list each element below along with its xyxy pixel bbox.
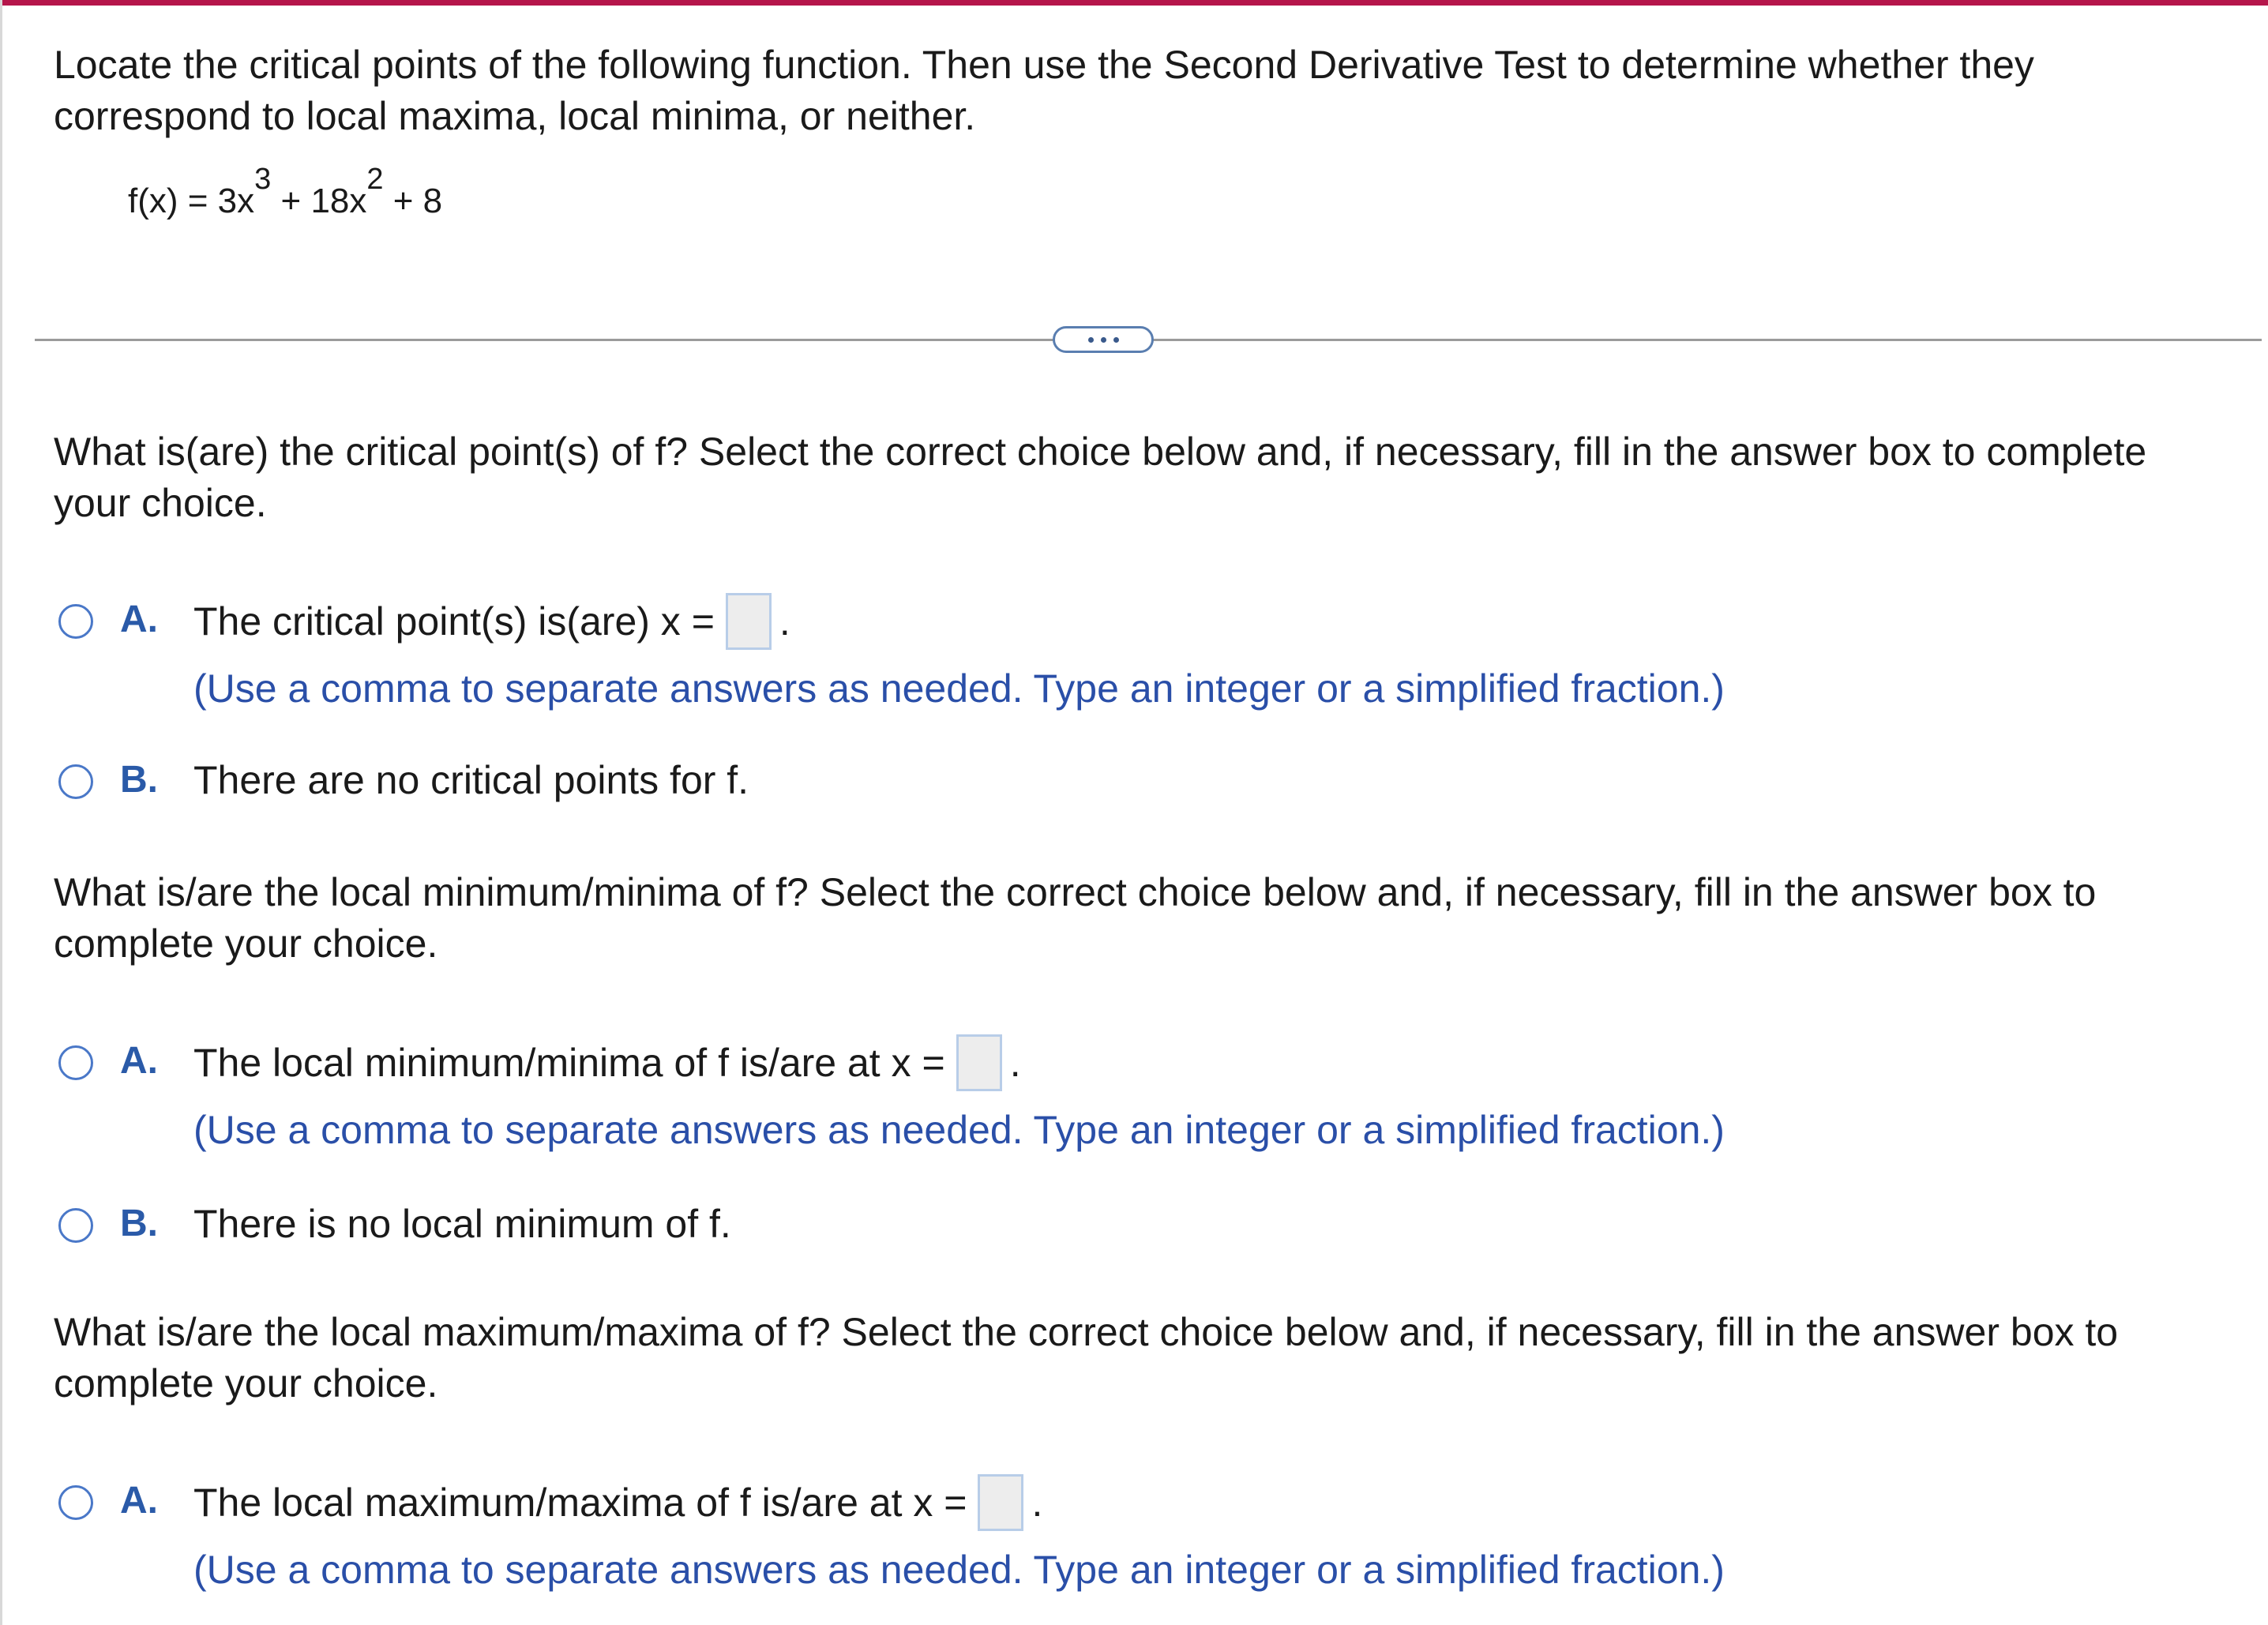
left-border xyxy=(0,0,2,1625)
top-accent-bar xyxy=(0,0,2268,6)
choice-a-suffix: . xyxy=(779,599,790,644)
question-line-2: complete your choice. xyxy=(54,1361,438,1405)
answer-hint: (Use a comma to separate answers as needed. Type an integer or a simplified fraction.) xyxy=(193,1548,1725,1592)
more-dots-icon xyxy=(1113,337,1119,343)
question-line-1: What is(are) the critical point(s) of f? Select the correct choice below and, if necessary, fill in the answer box to complete xyxy=(54,430,2147,474)
choice-text-a xyxy=(193,596,790,653)
choice-a-label: The local maximum/maxima of f is/are at x = xyxy=(193,1481,967,1526)
problem-prompt xyxy=(54,39,2241,142)
radio-button-a[interactable] xyxy=(58,604,93,639)
question-line-1: What is/are the local minimum/minima of f? Select the correct choice below and, if necessary, fill in the answer box to xyxy=(54,870,2097,914)
answer-input-local-maxima[interactable] xyxy=(978,1474,1023,1531)
function-expression xyxy=(128,163,443,221)
prompt-line-2: correspond to local maxima, local minima, or neither. xyxy=(54,94,976,138)
choice-letter-a: A. xyxy=(120,599,158,640)
answer-hint: (Use a comma to separate answers as needed. Type an integer or a simplified fraction.) xyxy=(193,666,1725,711)
function-mid: + 18x xyxy=(271,182,367,220)
more-dots-icon xyxy=(1101,337,1106,343)
question-text xyxy=(54,867,2241,970)
question-local-maxima xyxy=(54,1307,2241,1592)
prompt-line-1: Locate the critical points of the following function. Then use the Second Derivative Test to determine whether they xyxy=(54,43,2034,87)
choice-a-suffix: . xyxy=(1009,1041,1021,1086)
function-exponent-2: 2 xyxy=(366,163,384,196)
choice-letter-b: B. xyxy=(120,1203,158,1244)
choice-a-suffix: . xyxy=(1031,1481,1043,1526)
question-line-2: complete your choice. xyxy=(54,921,438,966)
question-text xyxy=(54,1307,2241,1409)
question-line-1: What is/are the local maximum/maxima of f? Select the correct choice below and, if necessary, fill in the answer box to xyxy=(54,1310,2119,1354)
choice-text-a xyxy=(193,1477,1042,1534)
choice-text-a xyxy=(193,1038,1021,1094)
function-exponent-1: 3 xyxy=(254,163,272,196)
radio-button-b[interactable] xyxy=(58,1208,93,1243)
question-local-minima xyxy=(54,867,2241,1246)
function-rhs: + 8 xyxy=(383,182,443,220)
answer-input-critical-points[interactable] xyxy=(726,593,772,650)
more-dots-icon xyxy=(1088,337,1094,343)
radio-button-b[interactable] xyxy=(58,764,93,799)
answer-input-local-minima[interactable] xyxy=(956,1034,1002,1091)
question-text xyxy=(54,426,2241,529)
choice-letter-b: B. xyxy=(120,759,158,801)
choice-letter-a: A. xyxy=(120,1040,158,1082)
choice-text-b: There is no local minimum of f. xyxy=(193,1202,731,1246)
question-line-2: your choice. xyxy=(54,481,267,525)
function-lhs: f(x) = 3x xyxy=(128,182,255,220)
radio-button-a[interactable] xyxy=(58,1485,93,1520)
radio-button-a[interactable] xyxy=(58,1045,93,1080)
choice-a-label: The critical point(s) is(are) x = xyxy=(193,599,715,644)
choice-a-label: The local minimum/minima of f is/are at x = xyxy=(193,1041,945,1086)
problem-statement xyxy=(54,39,2241,142)
choice-letter-a: A. xyxy=(120,1480,158,1522)
answer-hint: (Use a comma to separate answers as needed. Type an integer or a simplified fraction.) xyxy=(193,1108,1725,1152)
choice-text-b: There are no critical points for f. xyxy=(193,758,749,802)
question-critical-points xyxy=(54,426,2241,802)
expand-more-button[interactable] xyxy=(1053,326,1154,353)
